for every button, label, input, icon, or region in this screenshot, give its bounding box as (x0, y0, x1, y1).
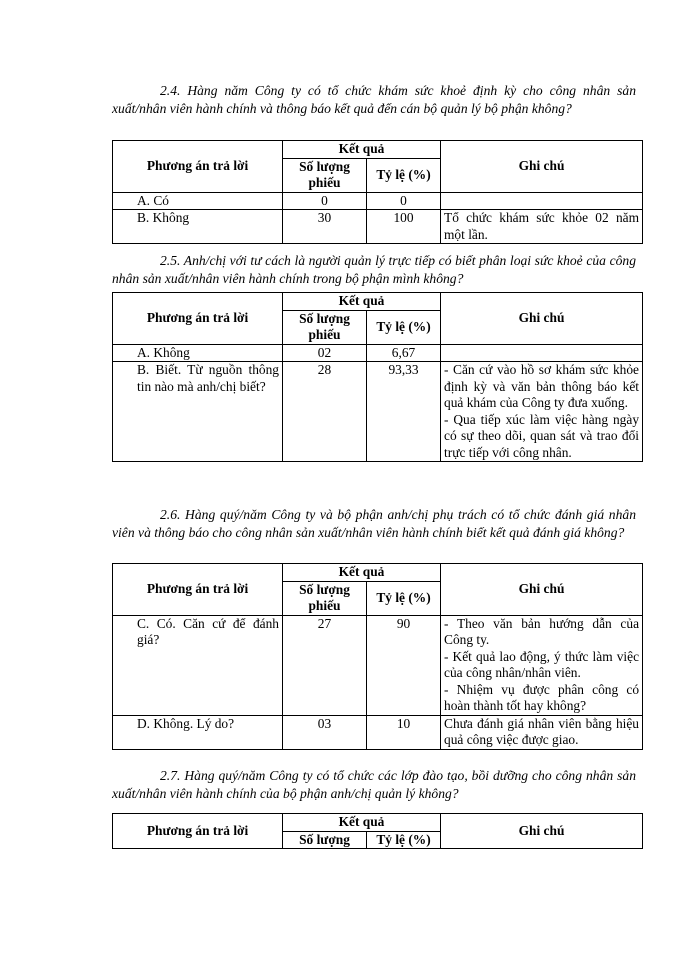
header-option: Phương án trả lời (113, 293, 283, 345)
question-2-5 (112, 252, 636, 287)
table-row (113, 362, 643, 462)
header-result: Kết quả (283, 293, 441, 311)
header-ratio: Tỷ lệ (%) (367, 831, 441, 849)
header-note: Ghi chú (441, 814, 643, 849)
option-cell: D. Không. Lý do? (113, 715, 283, 749)
table-row (113, 192, 643, 210)
header-option: Phương án trả lời (113, 814, 283, 849)
count-cell: 30 (283, 210, 367, 244)
note-line: - Theo văn bản hướng dẫn của Công ty. (444, 615, 640, 647)
note-line: - Nhiệm vụ được phân công có hoàn thành tốt hay không? (444, 681, 640, 713)
table-2-5 (112, 292, 643, 462)
question-text: 2.5. Anh/chị với tư cách là người quản lý trực tiếp có biết phân loại sức khoẻ của công nhân sản xuất/nhân viên hành chính trong bộ phận mình không? (112, 253, 636, 286)
table-row (113, 210, 643, 244)
option-cell: C. Có. Căn cứ để đánh giá? (113, 615, 283, 715)
option-cell: A. Có (113, 192, 283, 210)
ratio-cell: 93,33 (367, 362, 441, 462)
header-note: Ghi chú (441, 141, 643, 193)
table-2-7 (112, 813, 643, 849)
question-text: 2.7. Hàng quý/năm Công ty có tổ chức các lớp đào tạo, bồi dưỡng cho công nhân sản xuất/nhân viên hành chính của bộ phận anh/chị quản lý không? (112, 768, 636, 801)
header-count: Số lượng phiếu (283, 158, 367, 192)
header-count: Số lượng phiếu (283, 581, 367, 615)
ratio-cell: 0 (367, 192, 441, 210)
question-text: 2.4. Hàng năm Công ty có tổ chức khám sức khoẻ định kỳ cho công nhân sản xuất/nhân viên hành chính và thông báo kết quả đến cán bộ quản lý bộ phận không? (112, 83, 636, 116)
note-cell (441, 192, 643, 210)
header-ratio: Tỷ lệ (%) (367, 158, 441, 192)
count-cell: 0 (283, 192, 367, 210)
note-cell (441, 362, 643, 462)
note-cell (441, 344, 643, 362)
note-line: - Căn cứ vào hồ sơ khám sức khỏe định kỳ và văn bản thông báo kết quả khám của Công ty đưa xuống. (444, 362, 640, 410)
header-result: Kết quả (283, 564, 441, 582)
header-option: Phương án trả lời (113, 564, 283, 616)
header-count: Số lượng phiếu (283, 310, 367, 344)
count-cell: 03 (283, 715, 367, 749)
question-2-6 (112, 506, 636, 541)
header-result: Kết quả (283, 814, 441, 832)
question-2-4 (112, 82, 636, 117)
table-2-6 (112, 563, 643, 750)
header-ratio: Tỷ lệ (%) (367, 310, 441, 344)
ratio-cell: 90 (367, 615, 441, 715)
question-text: 2.6. Hàng quý/năm Công ty và bộ phận anh/chị phụ trách có tổ chức đánh giá nhân viên và thông báo cho công nhân sản xuất/nhân viên hành chính biết kết quả đánh giá không? (112, 507, 636, 540)
note-cell (441, 615, 643, 715)
count-cell: 02 (283, 344, 367, 362)
table-row (113, 715, 643, 749)
table-row (113, 344, 643, 362)
count-cell: 27 (283, 615, 367, 715)
option-cell: A. Không (113, 344, 283, 362)
ratio-cell: 10 (367, 715, 441, 749)
header-ratio: Tỷ lệ (%) (367, 581, 441, 615)
header-result: Kết quả (283, 141, 441, 159)
table-row (113, 615, 643, 715)
ratio-cell: 100 (367, 210, 441, 244)
ratio-cell: 6,67 (367, 344, 441, 362)
option-cell: B. Không (113, 210, 283, 244)
count-cell: 28 (283, 362, 367, 462)
question-2-7 (112, 767, 636, 802)
header-note: Ghi chú (441, 564, 643, 616)
note-cell: Chưa đánh giá nhân viên bằng hiệu quả công việc được giao. (441, 715, 643, 749)
note-line: - Qua tiếp xúc làm việc hàng ngày có sự theo dõi, quan sát và trao đổi trực tiếp với công nhân. (444, 411, 640, 460)
note-cell: Tổ chức khám sức khỏe 02 năm một lần. (441, 210, 643, 244)
header-note: Ghi chú (441, 293, 643, 345)
note-line: - Kết quả lao động, ý thức làm việc của công nhân/nhân viên. (444, 648, 640, 680)
header-option: Phương án trả lời (113, 141, 283, 193)
header-count: Số lượng (283, 831, 367, 849)
table-2-4 (112, 140, 643, 244)
option-cell: B. Biết. Từ nguồn thông tin nào mà anh/chị biết? (113, 362, 283, 462)
